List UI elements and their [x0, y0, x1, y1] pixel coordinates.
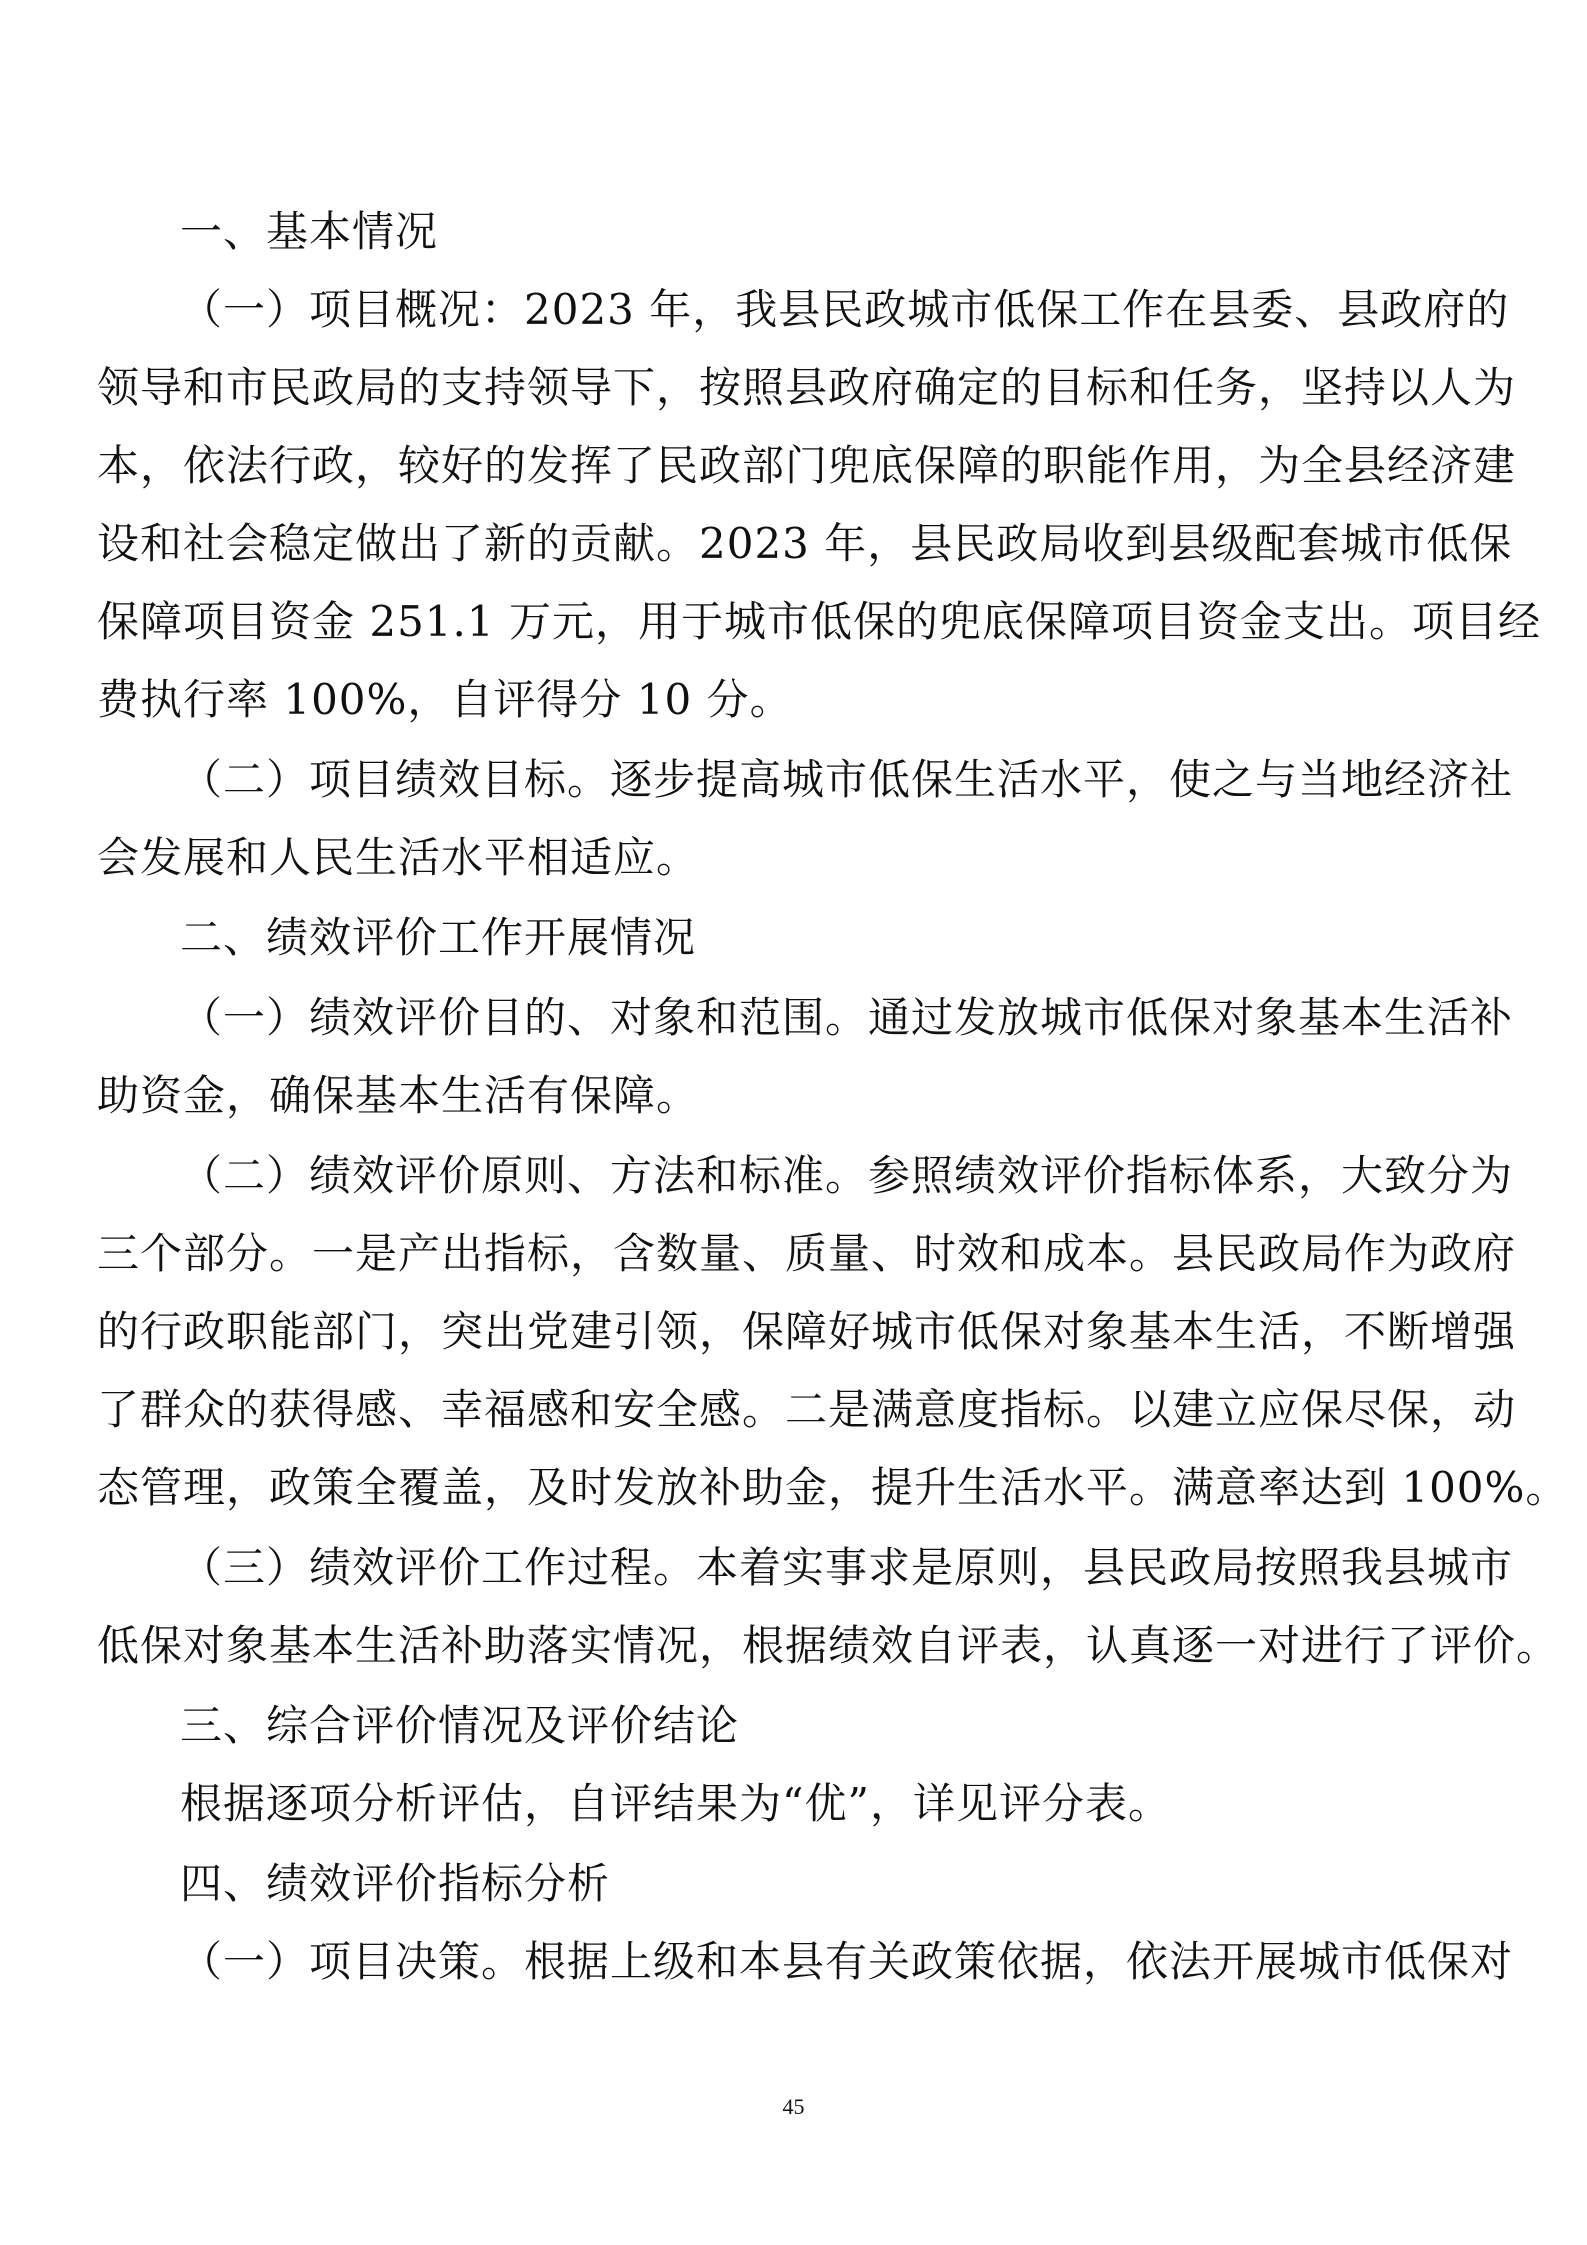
paragraph-line: 助资金，确保基本生活有保障。 [97, 1071, 700, 1120]
paragraph-line: 保障项目资金 251.1 万元，用于城市低保的兜底保障项目资金支出。项目经 [97, 597, 1541, 646]
section-heading-evaluation-work: 二、绩效评价工作开展情况 [180, 913, 697, 962]
paragraph-line: 设和社会稳定做出了新的贡献。2023 年，县民政局收到县级配套城市低保 [97, 519, 1513, 568]
paragraph-line: （二）绩效评价原则、方法和标准。参照绩效评价指标体系，大致分为 [180, 1151, 1514, 1200]
paragraph-line: 本，依法行政，较好的发挥了民政部门兜底保障的职能作用，为全县经济建 [97, 441, 1517, 490]
paragraph-line: 了群众的获得感、幸福感和安全感。二是满意度指标。以建立应保尽保，动 [97, 1385, 1517, 1434]
section-heading-overall-evaluation: 三、综合评价情况及评价结论 [180, 1701, 740, 1750]
section-heading-basic-situation: 一、基本情况 [180, 207, 439, 256]
paragraph-line: （二）项目绩效目标。逐步提高城市低保生活水平，使之与当地经济社 [180, 755, 1514, 804]
page-number: 45 [782, 2094, 805, 2119]
paragraph-line: 三个部分。一是产出指标，含数量、质量、时效和成本。县民政局作为政府 [97, 1229, 1517, 1278]
paragraph-line: （一）项目概况：2023 年，我县民政城市低保工作在县委、县政府的 [180, 285, 1510, 334]
paragraph-line: 会发展和人民生活水平相适应。 [97, 833, 700, 882]
paragraph-line: （一）绩效评价目的、对象和范围。通过发放城市低保对象基本生活补 [180, 993, 1514, 1042]
paragraph-line: （三）绩效评价工作过程。本着实事求是原则，县民政局按照我县城市 [180, 1543, 1514, 1592]
paragraph-line: 态管理，政策全覆盖，及时发放补助金，提升生活水平。满意率达到 100%。 [97, 1463, 1569, 1512]
section-heading-indicator-analysis: 四、绩效评价指标分析 [180, 1859, 611, 1908]
paragraph-line: 根据逐项分析评估，自评结果为“优”，详见评分表。 [180, 1779, 1171, 1828]
paragraph-line: 领导和市民政局的支持领导下，按照县政府确定的目标和任务，坚持以人为 [97, 363, 1517, 412]
paragraph-line: 的行政职能部门，突出党建引领，保障好城市低保对象基本生活，不断增强 [97, 1307, 1517, 1356]
paragraph-line: 费执行率 100%，自评得分 10 分。 [97, 675, 793, 724]
paragraph-line: （一）项目决策。根据上级和本县有关政策依据，依法开展城市低保对 [180, 1937, 1514, 1986]
paragraph-line: 低保对象基本生活补助落实情况，根据绩效自评表，认真逐一对进行了评价。 [97, 1621, 1560, 1670]
